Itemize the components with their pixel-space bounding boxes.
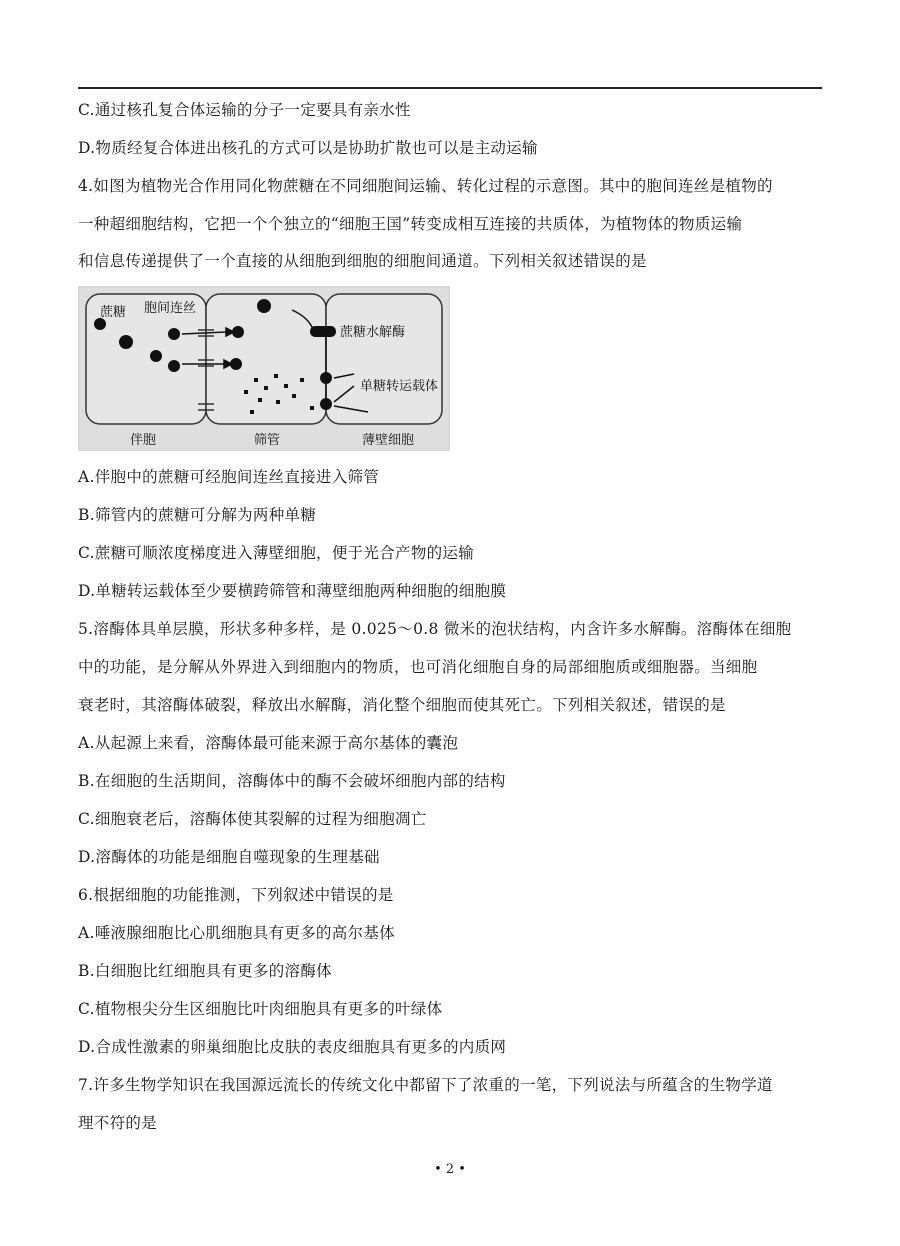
option-d-q5: D.溶酶体的功能是细胞自噬现象的生理基础 xyxy=(78,848,380,866)
parenchyma-cell xyxy=(326,294,442,424)
question-4-stem-1: 4.如图为植物光合作用同化物蔗糖在不同细胞间运输、转化过程的示意图。其中的胞间连丝是植物的 xyxy=(78,177,773,195)
question-5-stem-2: 中的功能，是分解从外界进入到细胞内的物质，也可消化细胞自身的局部细胞质或细胞器。当细胞 xyxy=(78,658,758,676)
header-rule xyxy=(78,87,822,89)
option-c-q4: C.蔗糖可顺浓度梯度进入薄壁细胞，便于光合产物的运输 xyxy=(78,544,475,562)
option-d-q3: D.物质经复合体进出核孔的方式可以是协助扩散也可以是主动运输 xyxy=(78,139,538,157)
question-4-stem-3: 和信息传递提供了一个直接的从细胞到细胞的细胞间通道。下列相关叙述错误的是 xyxy=(78,252,647,270)
label-enzyme: 蔗糖水解酶 xyxy=(340,325,406,340)
option-c-q6: C.植物根尖分生区细胞比叶肉细胞具有更多的叶绿体 xyxy=(78,1000,443,1018)
label-parenchyma: 薄壁细胞 xyxy=(362,433,415,448)
label-sieve: 筛管 xyxy=(254,433,281,448)
option-a-q6: A.唾液腺细胞比心肌细胞具有更多的高尔基体 xyxy=(78,924,395,942)
question-5-stem-1: 5.溶酶体具单层膜，形状多种多样，是 0.025～0.8 微米的泡状结构，内含许多水解酶。溶酶体在细胞 xyxy=(78,620,792,638)
option-a-q5: A.从起源上来看，溶酶体最可能来源于高尔基体的囊泡 xyxy=(78,734,459,752)
question-5-stem-3: 衰老时，其溶酶体破裂，释放出水解酶，消化整个细胞而使其死亡。下列相关叙述，错误的是 xyxy=(78,696,726,714)
option-c-q5: C.细胞衰老后，溶酶体使其裂解的过程为细胞凋亡 xyxy=(78,810,427,828)
sucrose-transport-figure xyxy=(78,286,450,451)
option-d-q4: D.单糖转运载体至少要横跨筛管和薄壁细胞两种细胞的细胞膜 xyxy=(78,582,507,600)
sucrose-hydrolase xyxy=(310,326,336,337)
option-d-q6: D.合成性激素的卵巢细胞比皮肤的表皮细胞具有更多的内质网 xyxy=(78,1038,507,1056)
page-number: • 2 • xyxy=(434,1162,466,1177)
option-c-q3: C.通过核孔复合体运输的分子一定要具有亲水性 xyxy=(78,101,411,119)
label-sucrose: 蔗糖 xyxy=(100,305,127,320)
option-a-q4: A.伴胞中的蔗糖可经胞间连丝直接进入筛管 xyxy=(78,468,380,486)
option-b-q4: B.筛管内的蔗糖可分解为两种单糖 xyxy=(78,506,317,524)
label-carrier: 单糖转运载体 xyxy=(360,379,439,394)
option-b-q5: B.在细胞的生活期间，溶酶体中的酶不会破坏细胞内部的结构 xyxy=(78,772,506,790)
sieve-tube-cell xyxy=(206,294,326,424)
label-companion: 伴胞 xyxy=(130,433,157,448)
question-4-stem-2: 一种超细胞结构，它把一个个独立的“细胞王国”转变成相互连接的共质体，为植物体的物质运输 xyxy=(78,215,743,233)
option-b-q6: B.白细胞比红细胞具有更多的溶酶体 xyxy=(78,962,332,980)
label-plasmodesmata: 胞间连丝 xyxy=(144,301,197,316)
question-7-stem-1: 7.许多生物学知识在我国源远流长的传统文化中都留下了浓重的一笔，下列说法与所蕴含的生物学道 xyxy=(78,1076,773,1094)
question-7-stem-2: 理不符的是 xyxy=(78,1114,158,1132)
question-6-stem: 6.根据细胞的功能推测，下列叙述中错误的是 xyxy=(78,886,394,904)
